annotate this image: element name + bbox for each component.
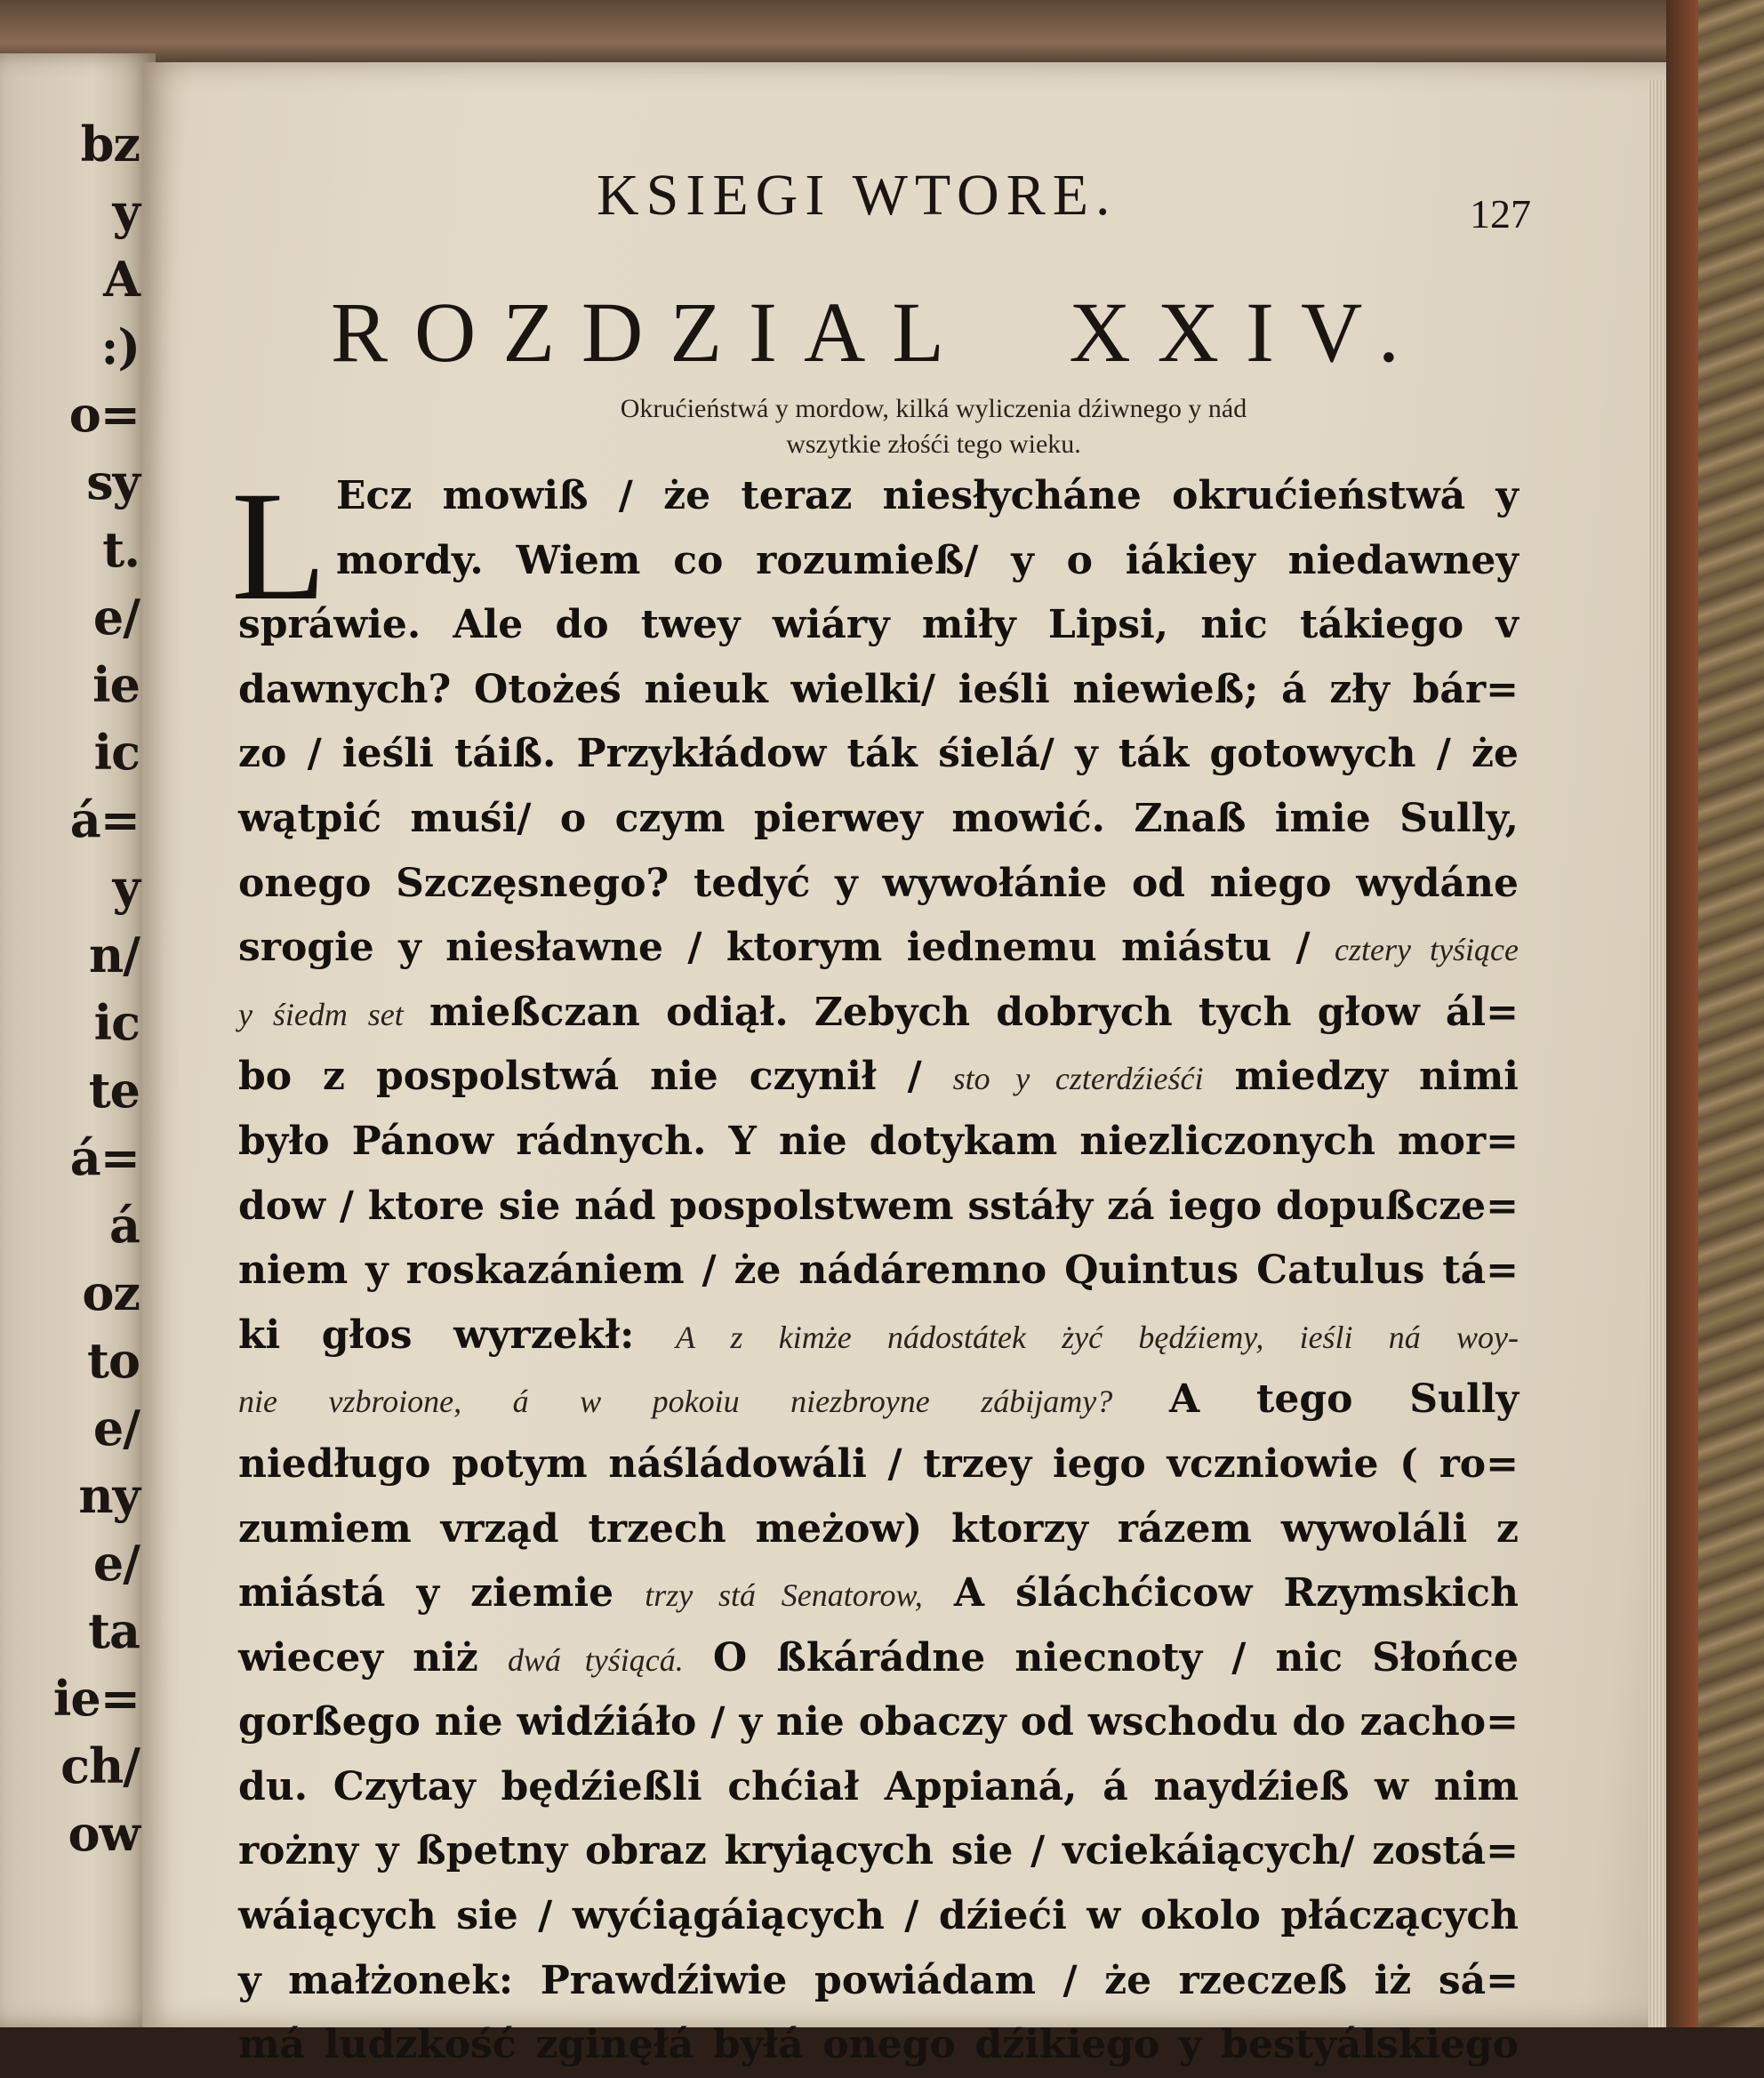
text-line [238, 1110, 1519, 1175]
line-text: zo / ieśli táiß. Przykłádow ták śielá/ y ták gotowych / że [238, 731, 1519, 777]
facing-page-fragment: n/ [89, 927, 140, 983]
facing-page-fragment: te [88, 1062, 140, 1119]
text-line [238, 593, 1519, 658]
facing-page-fragment: ch/ [60, 1737, 140, 1794]
facing-page-fragment: ny [78, 1467, 140, 1524]
line-text: miástá y ziemie [238, 1570, 614, 1617]
line-text: A tego Sully [1169, 1376, 1519, 1423]
text-line [238, 1884, 1519, 1949]
facing-page-fragment: o= [68, 386, 140, 443]
facing-page-fragment: t. [102, 521, 140, 578]
facing-page-fragment: e/ [92, 1535, 140, 1592]
facing-page-fragment: oz [82, 1264, 140, 1321]
chapter-summary-line-1: Okrućieństwá y mordow, kilká wyliczenia dźiwnego y nád [620, 394, 1247, 423]
facing-page-fragment: ic [93, 724, 140, 781]
facing-page-fragment: sy [86, 453, 140, 510]
body-text [238, 464, 1519, 2078]
text-line [238, 1175, 1519, 1240]
line-text: dow / ktore sie nád pospolstwem sstáły zá iego dopußcze= [238, 1183, 1519, 1229]
line-text: du. Czytay będźießli chćiał Appianá, á naydźieß w nim [238, 1763, 1519, 1809]
text-line [238, 1561, 1519, 1626]
facing-page-fragment: ie= [52, 1670, 140, 1727]
text-line [238, 787, 1519, 852]
line-text: spráwie. Ale do twey wiáry miły Lipsi, nic tákiego v [238, 602, 1519, 648]
italic-text: sto y czterdźieśći [952, 1061, 1204, 1097]
facing-page-fragment: bz [80, 116, 140, 172]
facing-page-fragment: A [103, 251, 140, 308]
line-text: bo z pospolstwá nie czynił / [238, 1054, 922, 1100]
line-text: wątpić muśi/ o czym pierwey mowić. Znaß imie Sully, [238, 795, 1519, 841]
book-cover [1666, 0, 1764, 2027]
facing-page-fragment: e/ [92, 1400, 140, 1456]
facing-page-fragment: á= [69, 1129, 140, 1186]
line-text: srogie y niesławne / ktorym iednemu miástu / [238, 925, 1311, 971]
facing-page-fragment: y [112, 183, 140, 240]
text-line [238, 1497, 1519, 1562]
facing-page-fragment: á [109, 1197, 140, 1254]
drop-cap: L [231, 460, 327, 633]
text-line [238, 916, 1519, 981]
page-number: 127 [1470, 191, 1531, 237]
facing-page-fragment: ta [88, 1602, 140, 1659]
chapter-title: ROZDZIAL XXIV. [331, 285, 1426, 380]
text-line [238, 1690, 1519, 1755]
facing-page-fragment: á= [69, 791, 140, 848]
text-line [238, 2013, 1519, 2078]
facing-page-edge [0, 53, 156, 2027]
line-text: O ßkárádne niecnoty / nic Słońce [712, 1634, 1519, 1681]
chapter-summary-line-2: wszytkie złośći tego wieku. [786, 429, 1081, 459]
line-text: y małżonek: Prawdźiwie powiádam / że rzeczeß iż sá= [238, 1957, 1519, 2003]
line-text: miedzy nimi [1234, 1054, 1519, 1100]
text-line [238, 464, 1519, 529]
text-line [238, 1432, 1519, 1497]
italic-text: cztery tyśiące [1335, 932, 1519, 968]
line-text: rożny y ßpetny obraz kryiących sie / vciekáiących/ zostá= [238, 1828, 1519, 1874]
facing-page-fragment: ic [93, 994, 140, 1051]
line-text: dawnych? Otożeś nieuk wielki/ ieśli niewieß; á zły bár= [238, 666, 1519, 712]
text-line [238, 1949, 1519, 2014]
line-text: gorßego nie widźiáło / y nie obaczy od wschodu do zacho= [238, 1699, 1519, 1745]
text-line [238, 529, 1519, 594]
italic-text: A z kimże nádostátek żyć będźiemy, ieśli ná woy- [675, 1319, 1519, 1355]
facing-page-fragment: ow [68, 1805, 140, 1862]
chapter-summary [400, 391, 1467, 462]
line-text: niem y roskazániem / że nádáremno Quintus Catulus tá= [238, 1248, 1519, 1294]
line-text: niedługo potym náśládowáli / trzey iego vczniowie ( ro= [238, 1440, 1519, 1487]
line-text: ki głos wyrzekł: [238, 1312, 635, 1358]
text-line [238, 722, 1519, 787]
line-text: Ecz mowiß / że teraz niesłycháne okrućieństwá y [336, 473, 1519, 518]
running-title: KSIEGI WTORE. [597, 163, 1118, 228]
page-edges [1648, 80, 1666, 2027]
text-line [238, 1819, 1519, 1884]
line-text: A śláchćicow Rzymskich [953, 1570, 1519, 1617]
facing-page-fragment: to [87, 1332, 140, 1389]
facing-page-fragment: e/ [92, 589, 140, 646]
facing-page-fragment: ie [92, 656, 140, 713]
line-text: wáiących sie / wyćiągáiących / dźieći w okolo płáczących [238, 1893, 1519, 1939]
line-text: zumiem vrząd trzech meżow) ktorzy rázem wywoláli z [238, 1505, 1519, 1552]
italic-text: trzy stá Senatorow, [645, 1577, 923, 1614]
line-text: má ludzkość zginęłá byłá onego dźikiego y bestyálskiego [238, 2022, 1519, 2068]
text-line [238, 1755, 1519, 1820]
line-text: mießczan odiął. Zebych dobrych tych głow ál= [429, 989, 1519, 1035]
facing-page-fragment: :) [100, 318, 140, 375]
italic-text: y śiedm set [238, 996, 404, 1032]
italic-text: dwá tyśiącá. [507, 1641, 684, 1678]
facing-page-fragment: y [112, 859, 140, 916]
text-line [238, 981, 1519, 1046]
text-line [238, 1045, 1519, 1110]
book-page [142, 62, 1680, 2068]
text-line [238, 1626, 1519, 1691]
text-line [238, 658, 1519, 723]
text-line [238, 1368, 1519, 1432]
line-text: wiecey niż [238, 1634, 478, 1681]
text-line [238, 852, 1519, 917]
text-line [238, 1304, 1519, 1368]
text-line [238, 1239, 1519, 1304]
line-text: onego Szczęsnego? tedyć y wywołánie od niego wydáne [238, 860, 1519, 906]
line-text: było Pánow rádnych. Y nie dotykam niezliczonych mor= [238, 1118, 1519, 1164]
book-binding-top [0, 0, 1764, 71]
italic-text: nie vzbroione, á w pokoiu niezbroyne zábijamy? [238, 1384, 1113, 1420]
line-text: mordy. Wiem co rozumieß/ y o iákiey niedawney [336, 537, 1519, 583]
